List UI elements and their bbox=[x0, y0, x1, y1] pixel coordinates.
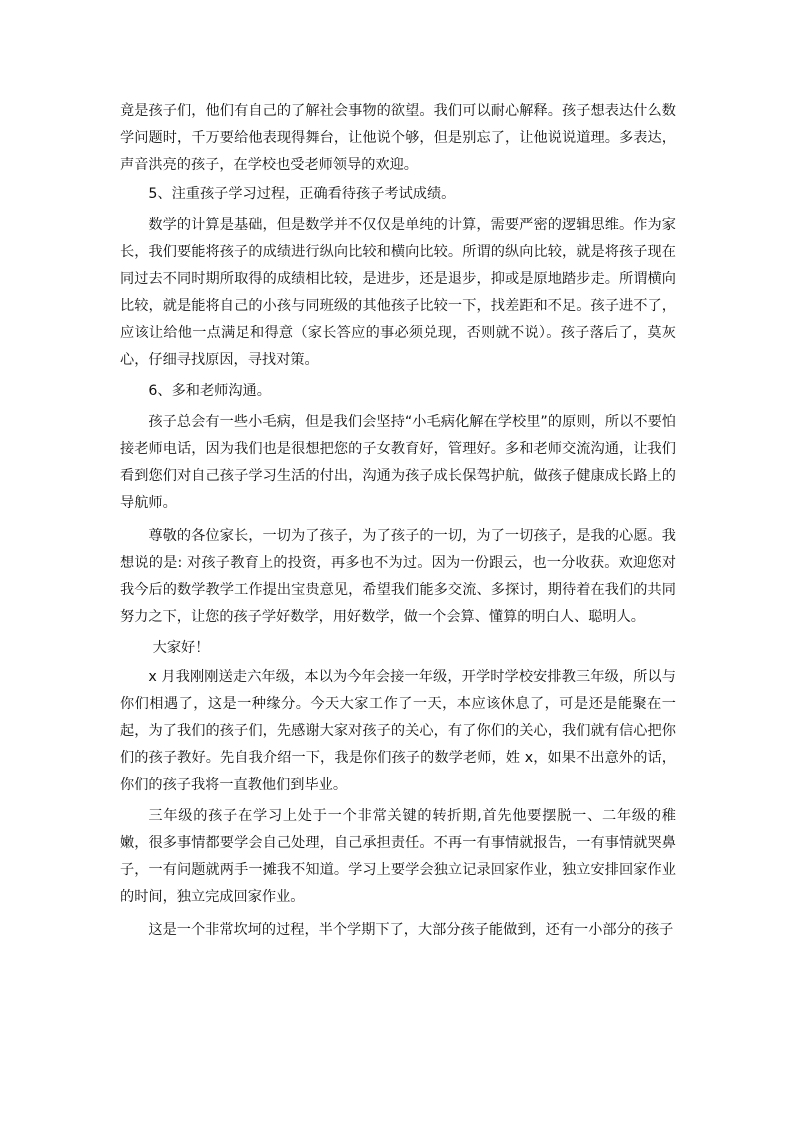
paragraph-process: 这是一个非常坎坷的过程，半个学期下了，大部分孩子能做到，还有一小部分的孩子 bbox=[148, 922, 674, 938]
greeting-line: 大家好！ bbox=[152, 640, 210, 656]
paragraph-grade-three: 三年级的孩子在学习上处于一个非常关键的转折期,首先他要摆脱一、二年级的稚嫩，很多事情都要学会自己处理，自己承担责任。不再一有事情就报告，一有事情就哭鼻子，一有问题就两手一摊我不知道。学习上要学会独立记录回家作业，独立安排回家作业的时间，独立完成回家作业。 bbox=[120, 808, 676, 905]
paragraph-introduction: x 月我刚刚送走六年级，本以为今年会接一年级，开学时学校安排教三年级，所以与你们相遇了，这是一种缘分。今天大家工作了一天，本应该休息了，可是还是能聚在一起，为了我们的孩子们，先感谢大家对孩子的关心，有了你们的关心，我们就有信心把你们的孩子教好。先自我介绍一下，我是你们孩子的数学老师，姓 x，如果不出意外的话，你们的孩子我将一直教他们到毕业。 bbox=[120, 669, 676, 793]
paragraph-teacher-communication: 孩子总会有一些小毛病，但是我们会坚持“小毛病化解在学校里”的原则，所以不要怕接老师电话，因为我们也是很想把您的子女教育好，管理好。多和老师交流沟通，让我们看到您们对自己孩子学习生活的付出，沟通为孩子成长保驾护航，做孩子健康成长路上的导航师。 bbox=[120, 414, 676, 511]
paragraph-calculation: 数学的计算是基础，但是数学并不仅仅是单纯的计算，需要严密的逻辑思维。作为家长，我们要能将孩子的成绩进行纵向比较和横向比较。所谓的纵向比较，就是将孩子现在同过去不同时期所取得的成绩相比较，是进步，还是退步，抑或是原地踏步走。所谓横向比较，就是能将自己的小孩与同班级的其他孩子比较一下，找差距和不足。孩子进不了，应该让给他一点满足和得意（家长答应的事必须兑现，否则就不说）。孩子落后了，莫灰心，仔细寻找原因，寻找对策。 bbox=[120, 217, 676, 368]
paragraph-closing-remarks: 尊敬的各位家长，一切为了孩子，为了孩子的一切，为了一切孩子，是我的心愿。我想说的是: 对孩子教育上的投资，再多也不为过。因为一份跟云，也一分收获。欢迎您对我今后的数学教学工作提出宝贵意见，希望我们能多交流、多探讨，期待着在我们的共同努力之下，让您的孩子学好数学，用好数学，做一个会算、懂算的明白人、聪明人。 bbox=[120, 528, 676, 625]
paragraph-continuation: 竟是孩子们，他们有自己的了解社会事物的欲望。我们可以耐心解释。孩子想表达什么数学问题时，千万要给他表现得舞台，让他说个够，但是别忘了，让他说说道理。多表达，声音洪亮的孩子，在学校也受老师领导的欢迎。 bbox=[120, 103, 676, 173]
section-heading-5: 5、注重孩子学习过程，正确看待孩子考试成绩。 bbox=[148, 186, 456, 202]
document-body bbox=[120, 98, 676, 944]
section-heading-6: 6、多和老师沟通。 bbox=[148, 383, 271, 399]
